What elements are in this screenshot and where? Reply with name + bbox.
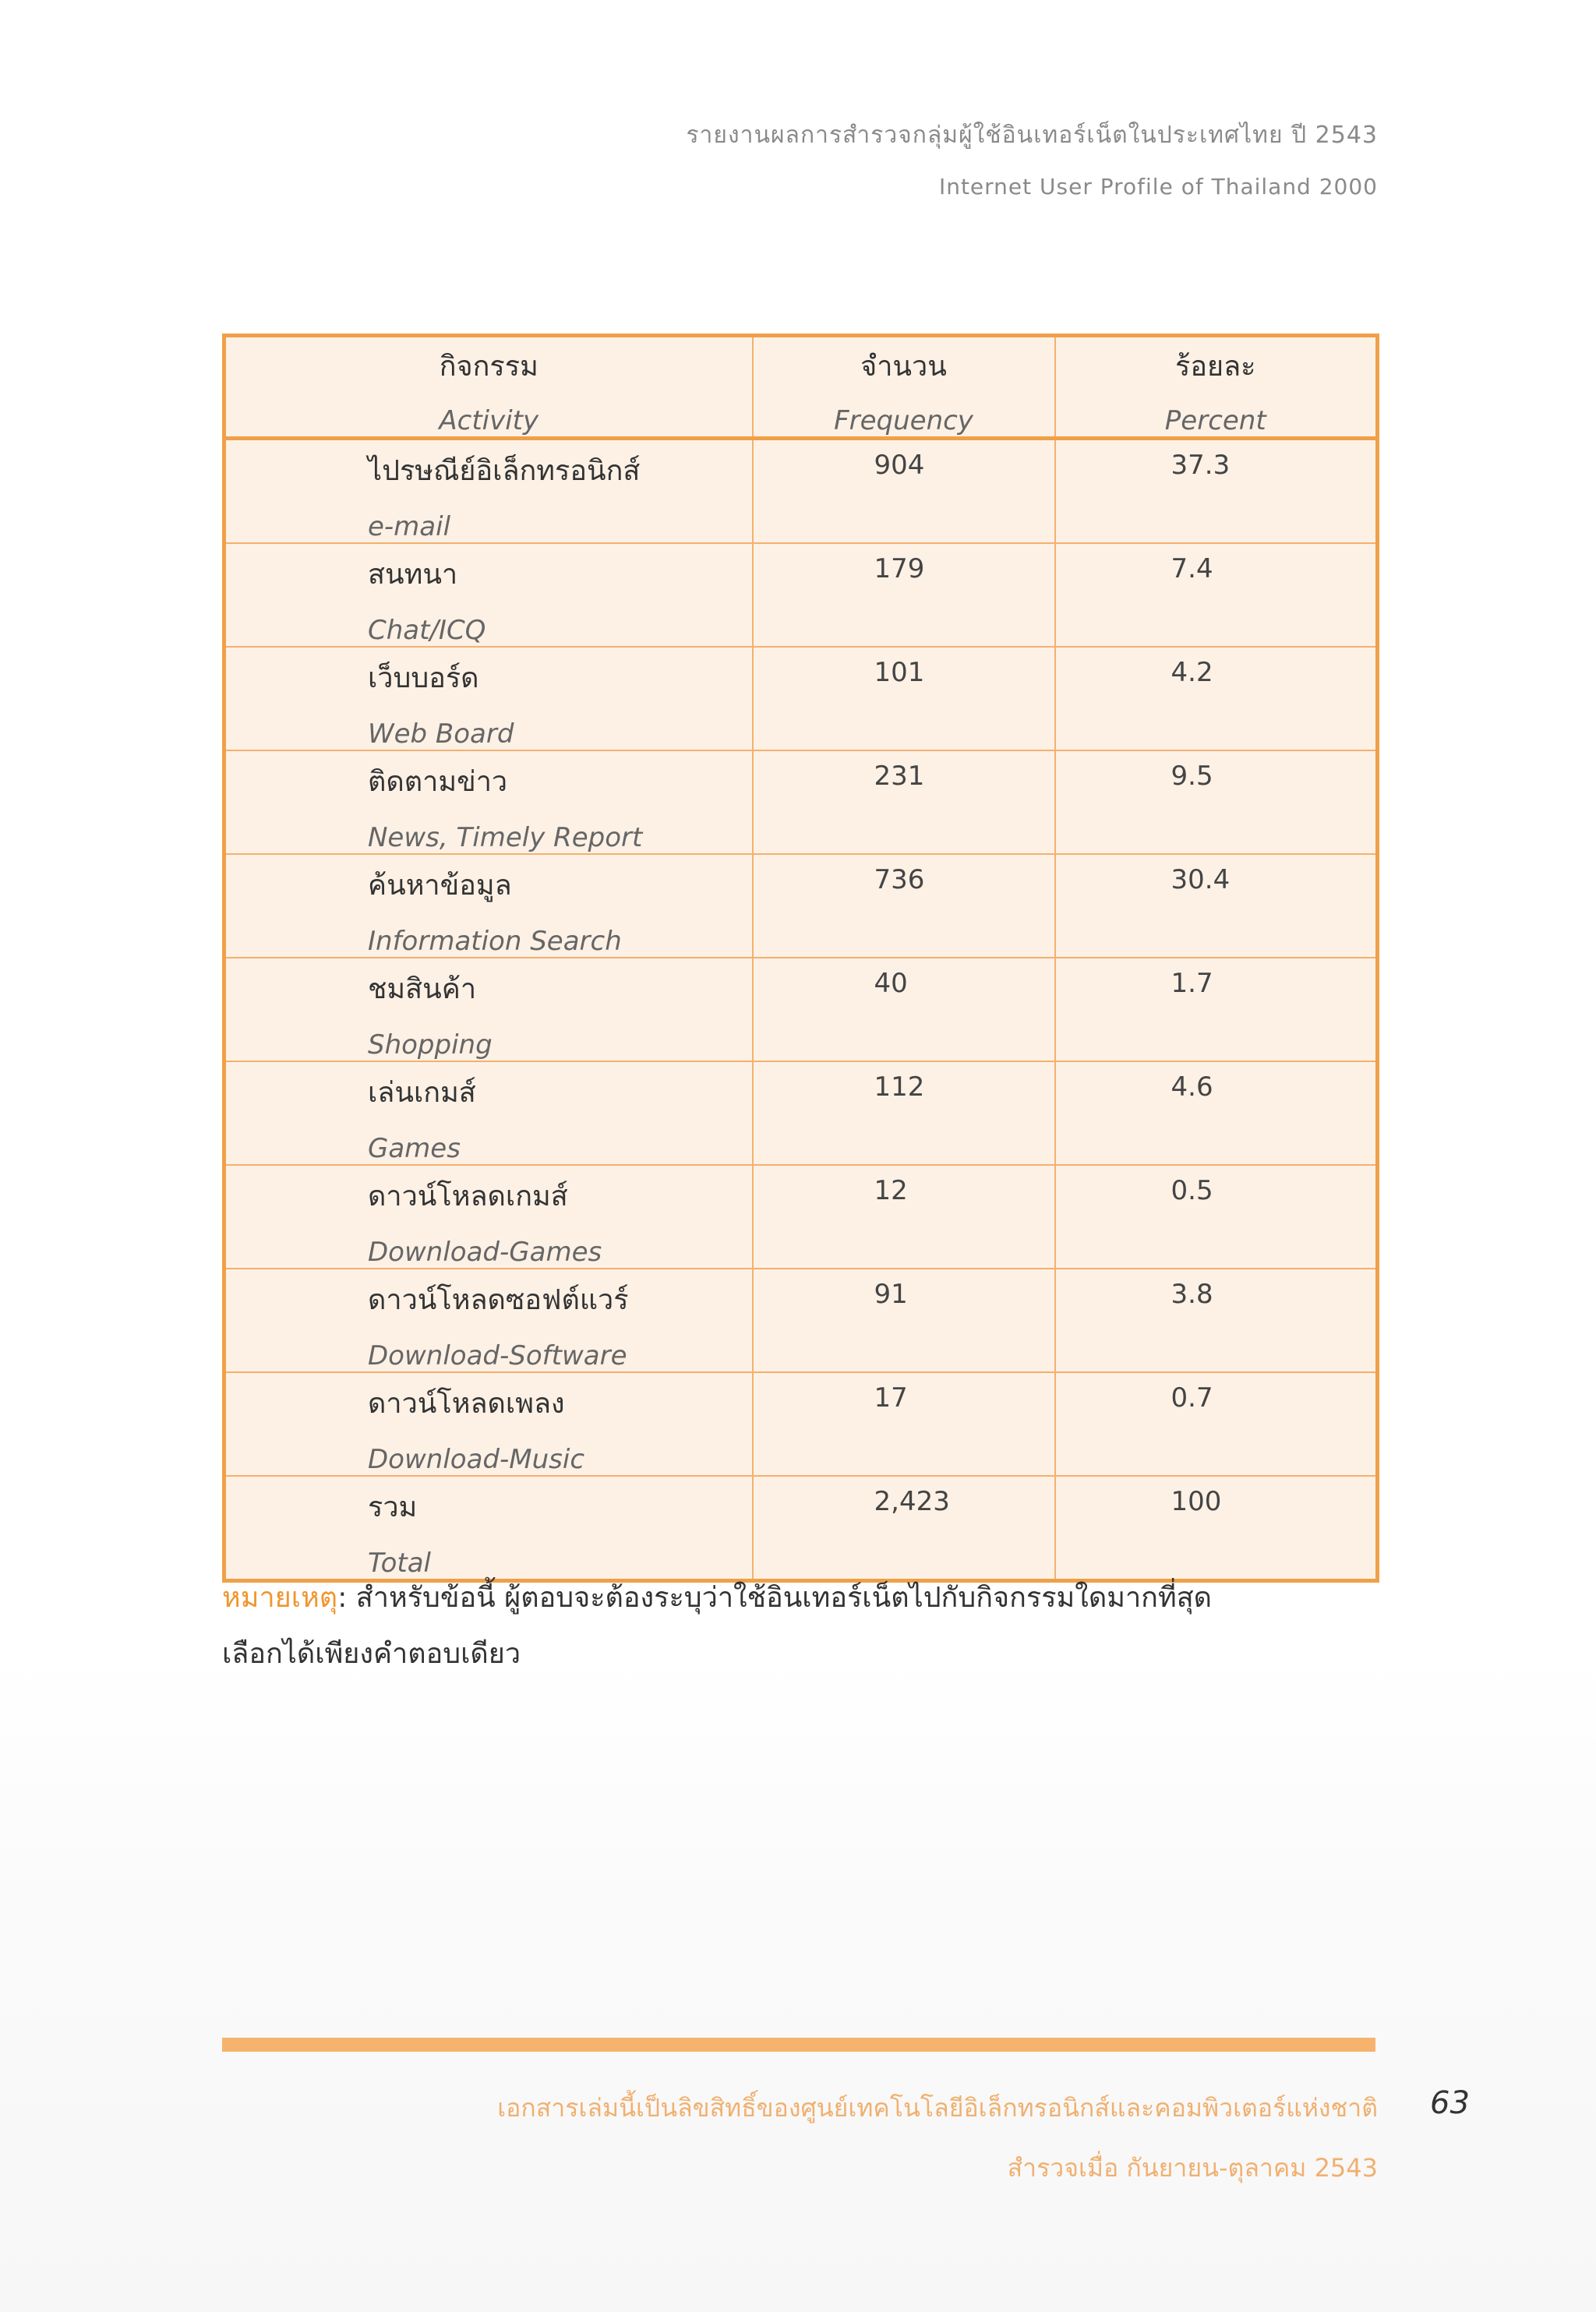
- percent-value: 30.4: [1171, 864, 1231, 895]
- percent-cell: [1055, 1269, 1378, 1372]
- table-row: [224, 647, 1378, 750]
- frequency-value: 40: [874, 968, 908, 999]
- column-header-label-english: Frequency: [834, 405, 973, 436]
- footer-divider: [222, 2038, 1375, 2052]
- frequency-cell: [753, 958, 1055, 1061]
- frequency-value: 91: [874, 1279, 908, 1310]
- table-header-row: [224, 336, 1378, 439]
- percent-value: 9.5: [1171, 761, 1213, 792]
- activity-name-english: Web Board: [368, 718, 514, 750]
- percent-cell: [1055, 439, 1378, 544]
- percent-cell: [1055, 750, 1378, 854]
- note-line-1: [222, 1570, 1212, 1626]
- activity-name-thai: ค้นหาข้อมูล: [368, 870, 512, 902]
- frequency-value: 2,423: [874, 1486, 950, 1517]
- table-row-total: [224, 1476, 1378, 1581]
- table-row: [224, 439, 1378, 544]
- header-title-thai: รายงานผลการสำรวจกลุ่มผู้ใช้อินเทอร์เน็ตในประเทศไทย ปี 2543: [686, 122, 1378, 149]
- activity-name-english: Total: [368, 1548, 431, 1579]
- percent-value: 7.4: [1171, 553, 1213, 584]
- frequency-value: 179: [874, 553, 925, 584]
- percent-cell: [1055, 1165, 1378, 1269]
- column-header-activity: [224, 336, 753, 439]
- activity-name-english: e-mail: [368, 511, 451, 542]
- frequency-cell: [753, 1061, 1055, 1165]
- percent-value: 100: [1171, 1486, 1222, 1517]
- activity-name-thai: ชมสินค้า: [368, 973, 477, 1005]
- activity-name-thai: เล่นเกมส์: [368, 1077, 476, 1109]
- activity-cell: [224, 439, 753, 544]
- activity-cell: [224, 1269, 753, 1372]
- percent-value: 3.8: [1171, 1279, 1213, 1310]
- table-note: [222, 1570, 1212, 1682]
- percent-value: 37.3: [1171, 450, 1231, 481]
- page-footer: [497, 2088, 1378, 2188]
- frequency-value: 736: [874, 864, 925, 895]
- table-row: [224, 1372, 1378, 1476]
- column-header-percent: [1055, 336, 1378, 439]
- table-row: [224, 1269, 1378, 1372]
- frequency-value: 904: [874, 450, 925, 481]
- activity-name-thai: เว็บบอร์ด: [368, 662, 479, 694]
- table-row: [224, 958, 1378, 1061]
- activity-name-english: Download-Music: [368, 1444, 585, 1475]
- percent-value: 0.5: [1171, 1175, 1213, 1206]
- note-label: หมายเหตุ: [222, 1582, 338, 1614]
- column-header-label-english: Activity: [439, 405, 539, 436]
- activity-cell: [224, 750, 753, 854]
- percent-cell: [1055, 543, 1378, 647]
- footer-copyright: เอกสารเล่มนี้เป็นลิขสิทธิ์ของศูนย์เทคโนโลยีอิเล็กทรอนิกส์และคอมพิวเตอร์แห่งชาติ: [497, 2093, 1378, 2123]
- percent-cell: [1055, 958, 1378, 1061]
- activity-table: [222, 334, 1379, 1583]
- activity-name-english: Chat/ICQ: [368, 615, 486, 646]
- activity-name-thai: ติดตามข่าว: [368, 766, 508, 798]
- activity-cell: [224, 854, 753, 958]
- percent-value: 1.7: [1171, 968, 1213, 999]
- frequency-cell: [753, 1476, 1055, 1581]
- frequency-cell: [753, 439, 1055, 544]
- percent-value: 4.2: [1171, 657, 1213, 688]
- frequency-value: 12: [874, 1175, 908, 1206]
- column-header-label-english: Percent: [1164, 405, 1266, 436]
- percent-cell: [1055, 1476, 1378, 1581]
- column-header-label-thai: จำนวน: [860, 351, 947, 383]
- activity-cell: [224, 1165, 753, 1269]
- table-row: [224, 750, 1378, 854]
- page-header: [686, 117, 1378, 199]
- activity-cell: [224, 1372, 753, 1476]
- percent-value: 0.7: [1171, 1382, 1213, 1414]
- frequency-value: 231: [874, 761, 925, 792]
- page-number: 63: [1430, 2085, 1470, 2121]
- activity-cell: [224, 1476, 753, 1581]
- percent-cell: [1055, 1372, 1378, 1476]
- table-row: [224, 854, 1378, 958]
- frequency-cell: [753, 750, 1055, 854]
- activity-cell: [224, 1061, 753, 1165]
- activity-name-english: Shopping: [368, 1029, 493, 1061]
- frequency-cell: [753, 647, 1055, 750]
- activity-name-thai: ดาวน์โหลดซอฟต์แวร์: [368, 1284, 629, 1316]
- percent-cell: [1055, 647, 1378, 750]
- header-title-english: Internet User Profile of Thailand 2000: [938, 174, 1378, 199]
- page-background: [0, 1652, 1596, 2312]
- frequency-cell: [753, 1269, 1055, 1372]
- footer-survey-date: สำรวจเมื่อ กันยายน-ตุลาคม 2543: [1007, 2153, 1378, 2183]
- column-header-label-thai: ร้อยละ: [1175, 351, 1256, 383]
- note-line-2: เลือกได้เพียงคำตอบเดียว: [222, 1638, 521, 1670]
- table-row: [224, 1061, 1378, 1165]
- frequency-value: 101: [874, 657, 925, 688]
- table-row: [224, 1165, 1378, 1269]
- activity-name-english: Information Search: [368, 926, 622, 957]
- frequency-cell: [753, 854, 1055, 958]
- column-header-frequency: [753, 336, 1055, 439]
- frequency-cell: [753, 1165, 1055, 1269]
- frequency-value: 112: [874, 1071, 925, 1103]
- activity-name-thai: ไปรษณีย์อิเล็กทรอนิกส์: [368, 455, 641, 487]
- percent-cell: [1055, 1061, 1378, 1165]
- activity-name-thai: สนทนา: [368, 559, 458, 591]
- note-text: : สำหรับข้อนี้ ผู้ตอบจะต้องระบุว่าใช้อินเทอร์เน็ตไปกับกิจกรรมใดมากที่สุด: [337, 1582, 1213, 1614]
- activity-name-english: Games: [368, 1133, 461, 1164]
- activity-cell: [224, 543, 753, 647]
- percent-value: 4.6: [1171, 1071, 1213, 1103]
- activity-cell: [224, 958, 753, 1061]
- frequency-cell: [753, 1372, 1055, 1476]
- activity-name-english: Download-Games: [368, 1237, 602, 1268]
- activity-name-english: Download-Software: [368, 1340, 627, 1371]
- frequency-cell: [753, 543, 1055, 647]
- column-header-label-thai: กิจกรรม: [439, 351, 538, 383]
- table-row: [224, 543, 1378, 647]
- activity-name-thai: ดาวน์โหลดเกมส์: [368, 1181, 568, 1212]
- frequency-value: 17: [874, 1382, 908, 1414]
- activity-cell: [224, 647, 753, 750]
- activity-name-thai: ดาวน์โหลดเพลง: [368, 1388, 565, 1420]
- percent-cell: [1055, 854, 1378, 958]
- activity-name-thai: รวม: [368, 1491, 418, 1523]
- activity-name-english: News, Timely Report: [368, 822, 643, 853]
